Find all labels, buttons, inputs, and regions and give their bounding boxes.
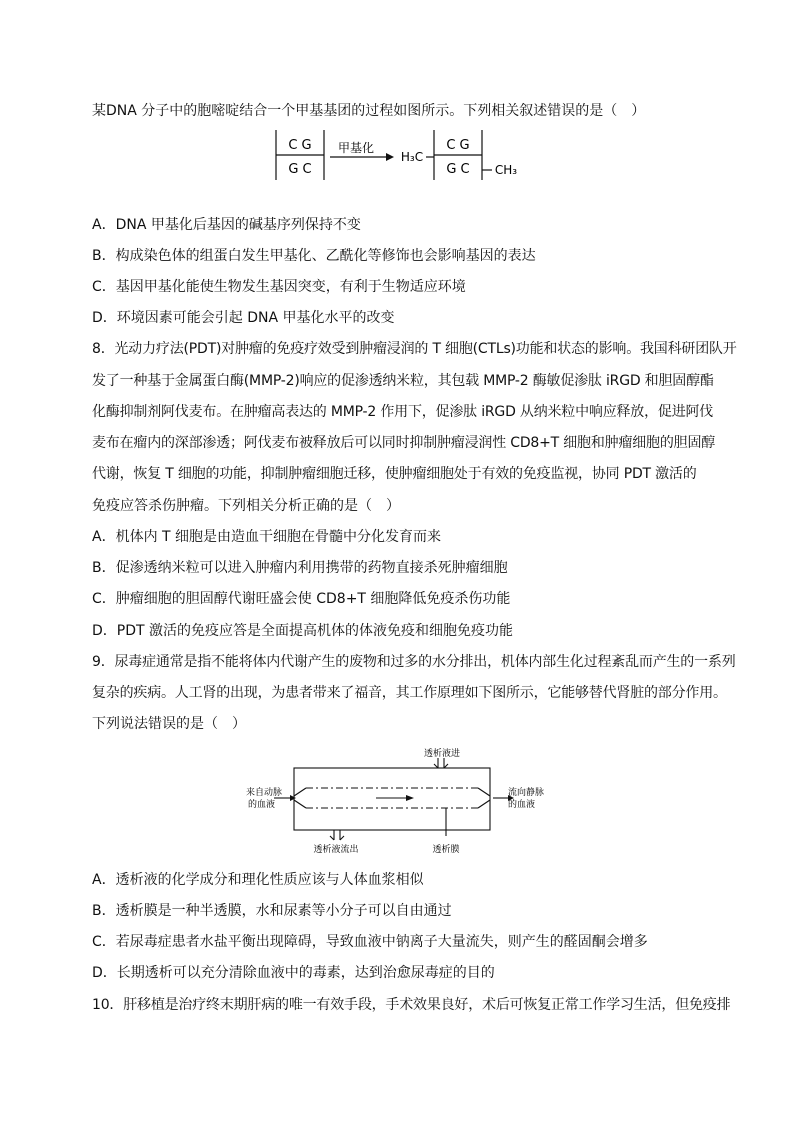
dna-left-bottom: G C (288, 162, 312, 177)
q7-stem: 某DNA 分子中的胞嘧啶结合一个甲基基团的过程如图所示。下列相关叙述错误的是（ ） (92, 103, 646, 119)
q10-line-1: 10．肝移植是治疗终末期肝病的唯一有效手段，手术效果良好，术后可恢复正常工作学习生活，但免疫排 (92, 997, 731, 1013)
q8-option-a: A．机体内 T 细胞是由造血干细胞在骨髓中分化发育而来 (92, 529, 442, 545)
q9-line-2: 复杂的疾病。人工肾的出现，为患者带来了福音，其工作原理如下图所示，它能够替代肾脏的部分作用。 (92, 685, 727, 701)
ch3-label: CH₃ (494, 163, 518, 177)
dna-left-top: C G (288, 138, 312, 153)
vein-label-2: 的血液 (508, 800, 536, 810)
q8-line-1: 8．光动力疗法(PDT)对肿瘤的免疫疗效受到肿瘤浸润的 T 细胞(CTLs)功能和状态的影响。我国科研团队开 (92, 341, 737, 357)
methylation-diagram (268, 130, 528, 180)
q7-option-a: A．DNA 甲基化后基因的碱基序列保持不变 (92, 217, 361, 233)
vein-label-1: 流向静脉 (508, 788, 545, 798)
q8-line-3: 化酶抑制剂阿伐麦布。在肿瘤高表达的 MMP-2 作用下，促渗肽 iRGD 从纳米粒中响应释放，促进阿伐 (92, 404, 714, 420)
q8-option-b: B．促渗透纳米粒可以进入肿瘤内利用携带的药物直接杀死肿瘤细胞 (92, 560, 508, 576)
methylation-label: 甲基化 (337, 141, 375, 155)
q8-option-c: C．肿瘤细胞的胆固醇代谢旺盛会使 CD8+T 细胞降低免疫杀伤功能 (92, 591, 511, 607)
dialysate-in-label: 透析液进 (423, 749, 461, 759)
q9-line-1: 9．尿毒症通常是指不能将体内代谢产生的废物和过多的水分排出，机体内部生化过程紊乱而产生的一系列 (92, 654, 736, 670)
q9-option-c: C．若尿毒症患者水盐平衡出现障碍，导致血液中钠离子大量流失，则产生的醛固酮会增多 (92, 934, 648, 950)
q8-line-6: 免疫应答杀伤肿瘤。下列相关分析正确的是（ ） (92, 498, 400, 514)
q9-option-b: B．透析膜是一种半透膜，水和尿素等小分子可以自由通过 (92, 903, 452, 919)
q8-line-5: 代谢，恢复 T 细胞的功能，抑制肿瘤细胞迁移，使肿瘤细胞处于有效的免疫监视，协同 PDT 激活的 (92, 466, 697, 482)
artery-label-2: 的血液 (248, 800, 276, 810)
membrane-label: 透析膜 (432, 845, 460, 855)
q9-line-3: 下列说法错误的是（ ） (92, 716, 246, 732)
q8-line-4: 麦布在瘤内的深部渗透；阿伐麦布被释放后可以同时抑制肿瘤浸润性 CD8+T 细胞和肿瘤细胞的胆固醇 (92, 435, 716, 451)
artery-label-1: 来自动脉 (246, 788, 283, 798)
q8-line-2: 发了一种基于金属蛋白酶(MMP-2)响应的促渗透纳米粒，其包载 MMP-2 酶敏促渗肽 iRGD 和胆固醇酯 (92, 373, 714, 389)
q7-option-c: C．基因甲基化能使生物发生基因突变，有利于生物适应环境 (92, 279, 466, 295)
dna-right-bottom: G C (446, 162, 470, 177)
q7-option-b: B．构成染色体的组蛋白发生甲基化、乙酰化等修饰也会影响基因的表达 (92, 248, 536, 264)
q9-option-d: D．长期透析可以充分清除血液中的毒素，达到治愈尿毒症的目的 (92, 965, 495, 981)
q7-option-d: D．环境因素可能会引起 DNA 甲基化水平的改变 (92, 310, 395, 326)
dna-right-top: C G (446, 138, 470, 153)
q9-option-a: A．透析液的化学成分和理化性质应该与人体血浆相似 (92, 872, 424, 888)
artificial-kidney-diagram (246, 746, 546, 856)
h3c-label: H₃C (400, 150, 424, 164)
q8-option-d: D．PDT 激活的免疫应答是全面提高机体的体液免疫和细胞免疫功能 (92, 623, 514, 639)
dialysate-out-label: 透析液流出 (313, 845, 359, 855)
